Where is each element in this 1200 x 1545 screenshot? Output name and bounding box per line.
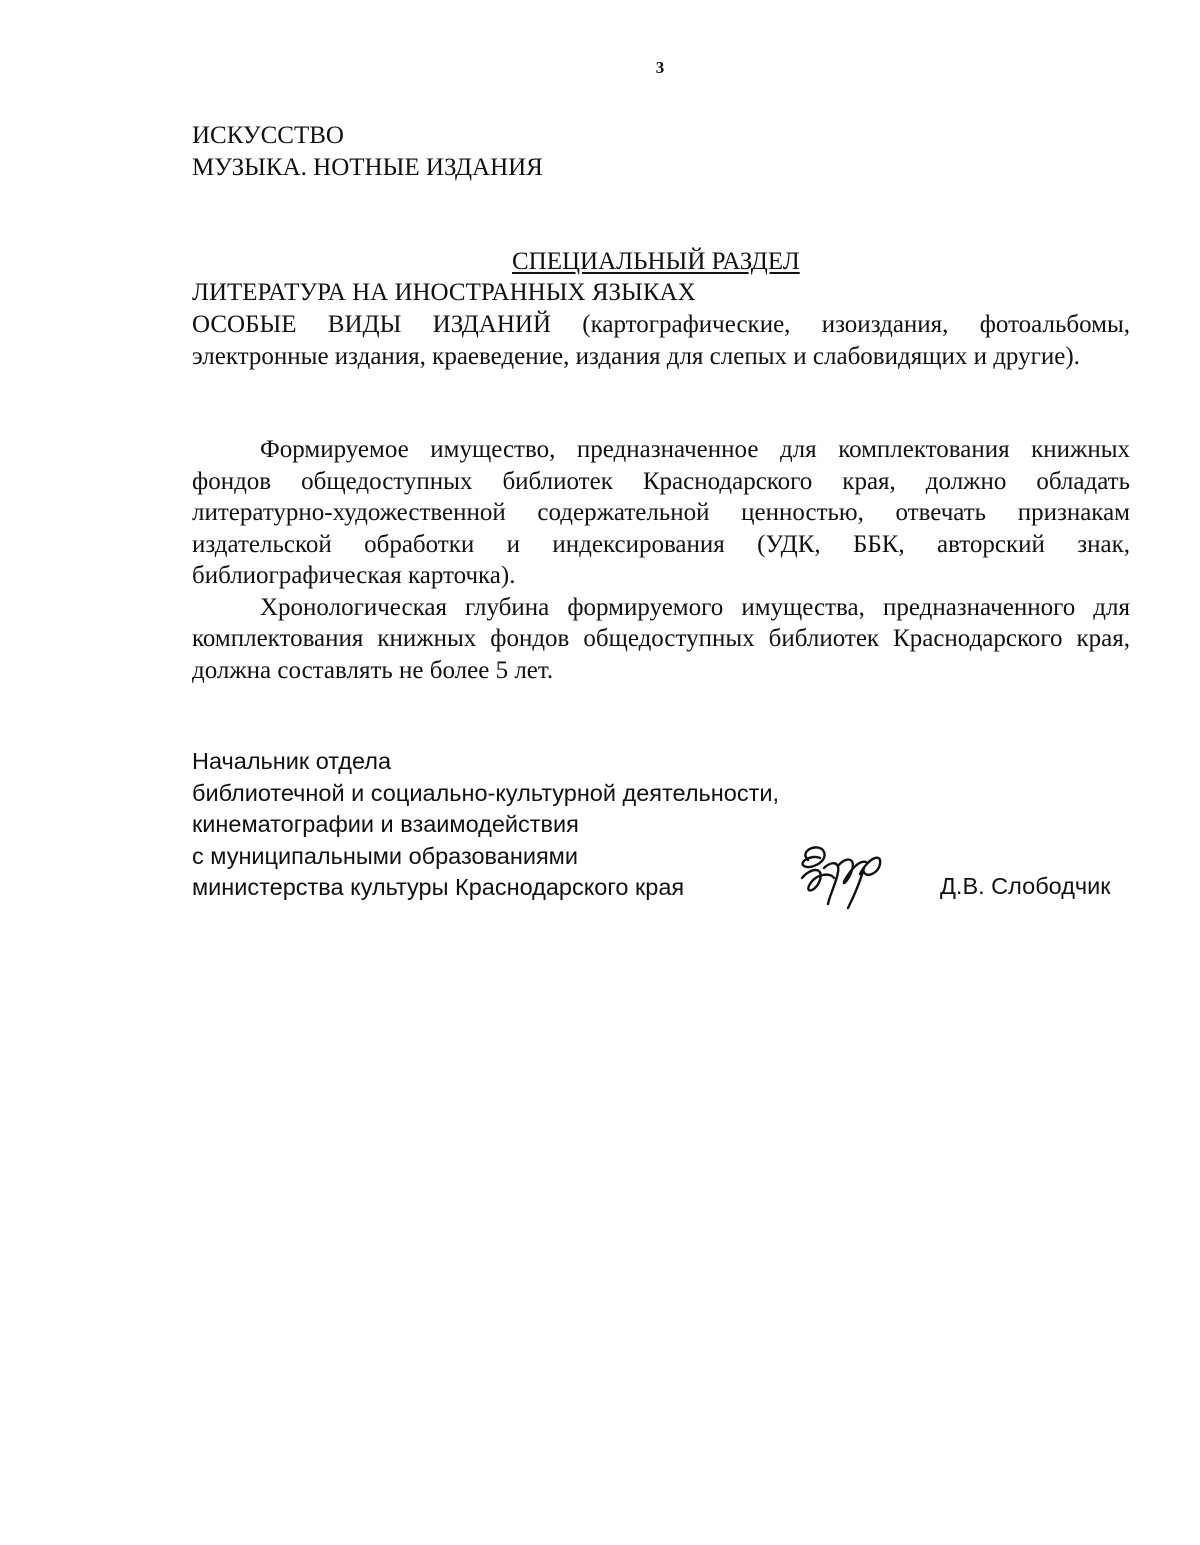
section-headings <box>192 120 1130 184</box>
heading-music: МУЗЫКА. НОТНЫЕ ИЗДАНИЯ <box>192 154 543 181</box>
paragraph-chronology: Хронологическая глубина формируемого имущества, предназначенного для комплектования книжных фондов общедоступных библиотек Краснодарского края, должна составлять не более 5 лет. <box>192 593 1130 684</box>
special-section-title: СПЕЦИАЛЬНЫЙ РАЗДЕЛ <box>512 248 800 275</box>
position-line: Начальник отдела <box>192 748 392 774</box>
special-types-line-2: электронные издания, краеведение, издания для слепых и слабовидящих и другие). <box>192 343 1080 370</box>
signatory-position <box>192 746 779 904</box>
position-line: кинематографии и взаимодействия <box>192 811 579 837</box>
position-line: с муниципальными образованиями <box>192 842 578 869</box>
position-line: министерства культуры Краснодарского края <box>192 874 685 900</box>
position-line: библиотечной и социально-культурной деятельности, <box>192 779 779 806</box>
page-number: 3 <box>655 58 665 77</box>
paragraph-requirements: Формируемое имущество, предназначенное для комплектования книжных фондов общедоступных библиотек Краснодарского края, должно обладать литературно-художественной содержательной ценностью, отвечать признакам издательской обработки и индексирования (УДК, ББК, авторский знак, библиографическая карточка). <box>192 436 1130 589</box>
special-section <box>192 277 1130 373</box>
body-text <box>192 434 1130 686</box>
foreign-literature-heading: ЛИТЕРАТУРА НА ИНОСТРАННЫХ ЯЗЫКАХ <box>192 279 696 306</box>
handwritten-signature <box>790 838 890 910</box>
heading-art: ИСКУССТВО <box>192 122 344 149</box>
signer-name: Д.В. Слободчик <box>940 873 1111 899</box>
special-types-line-1: ОСОБЫЕ ВИДЫ ИЗДАНИЙ (картографические, изоиздания, фотоальбомы, <box>192 311 1130 338</box>
